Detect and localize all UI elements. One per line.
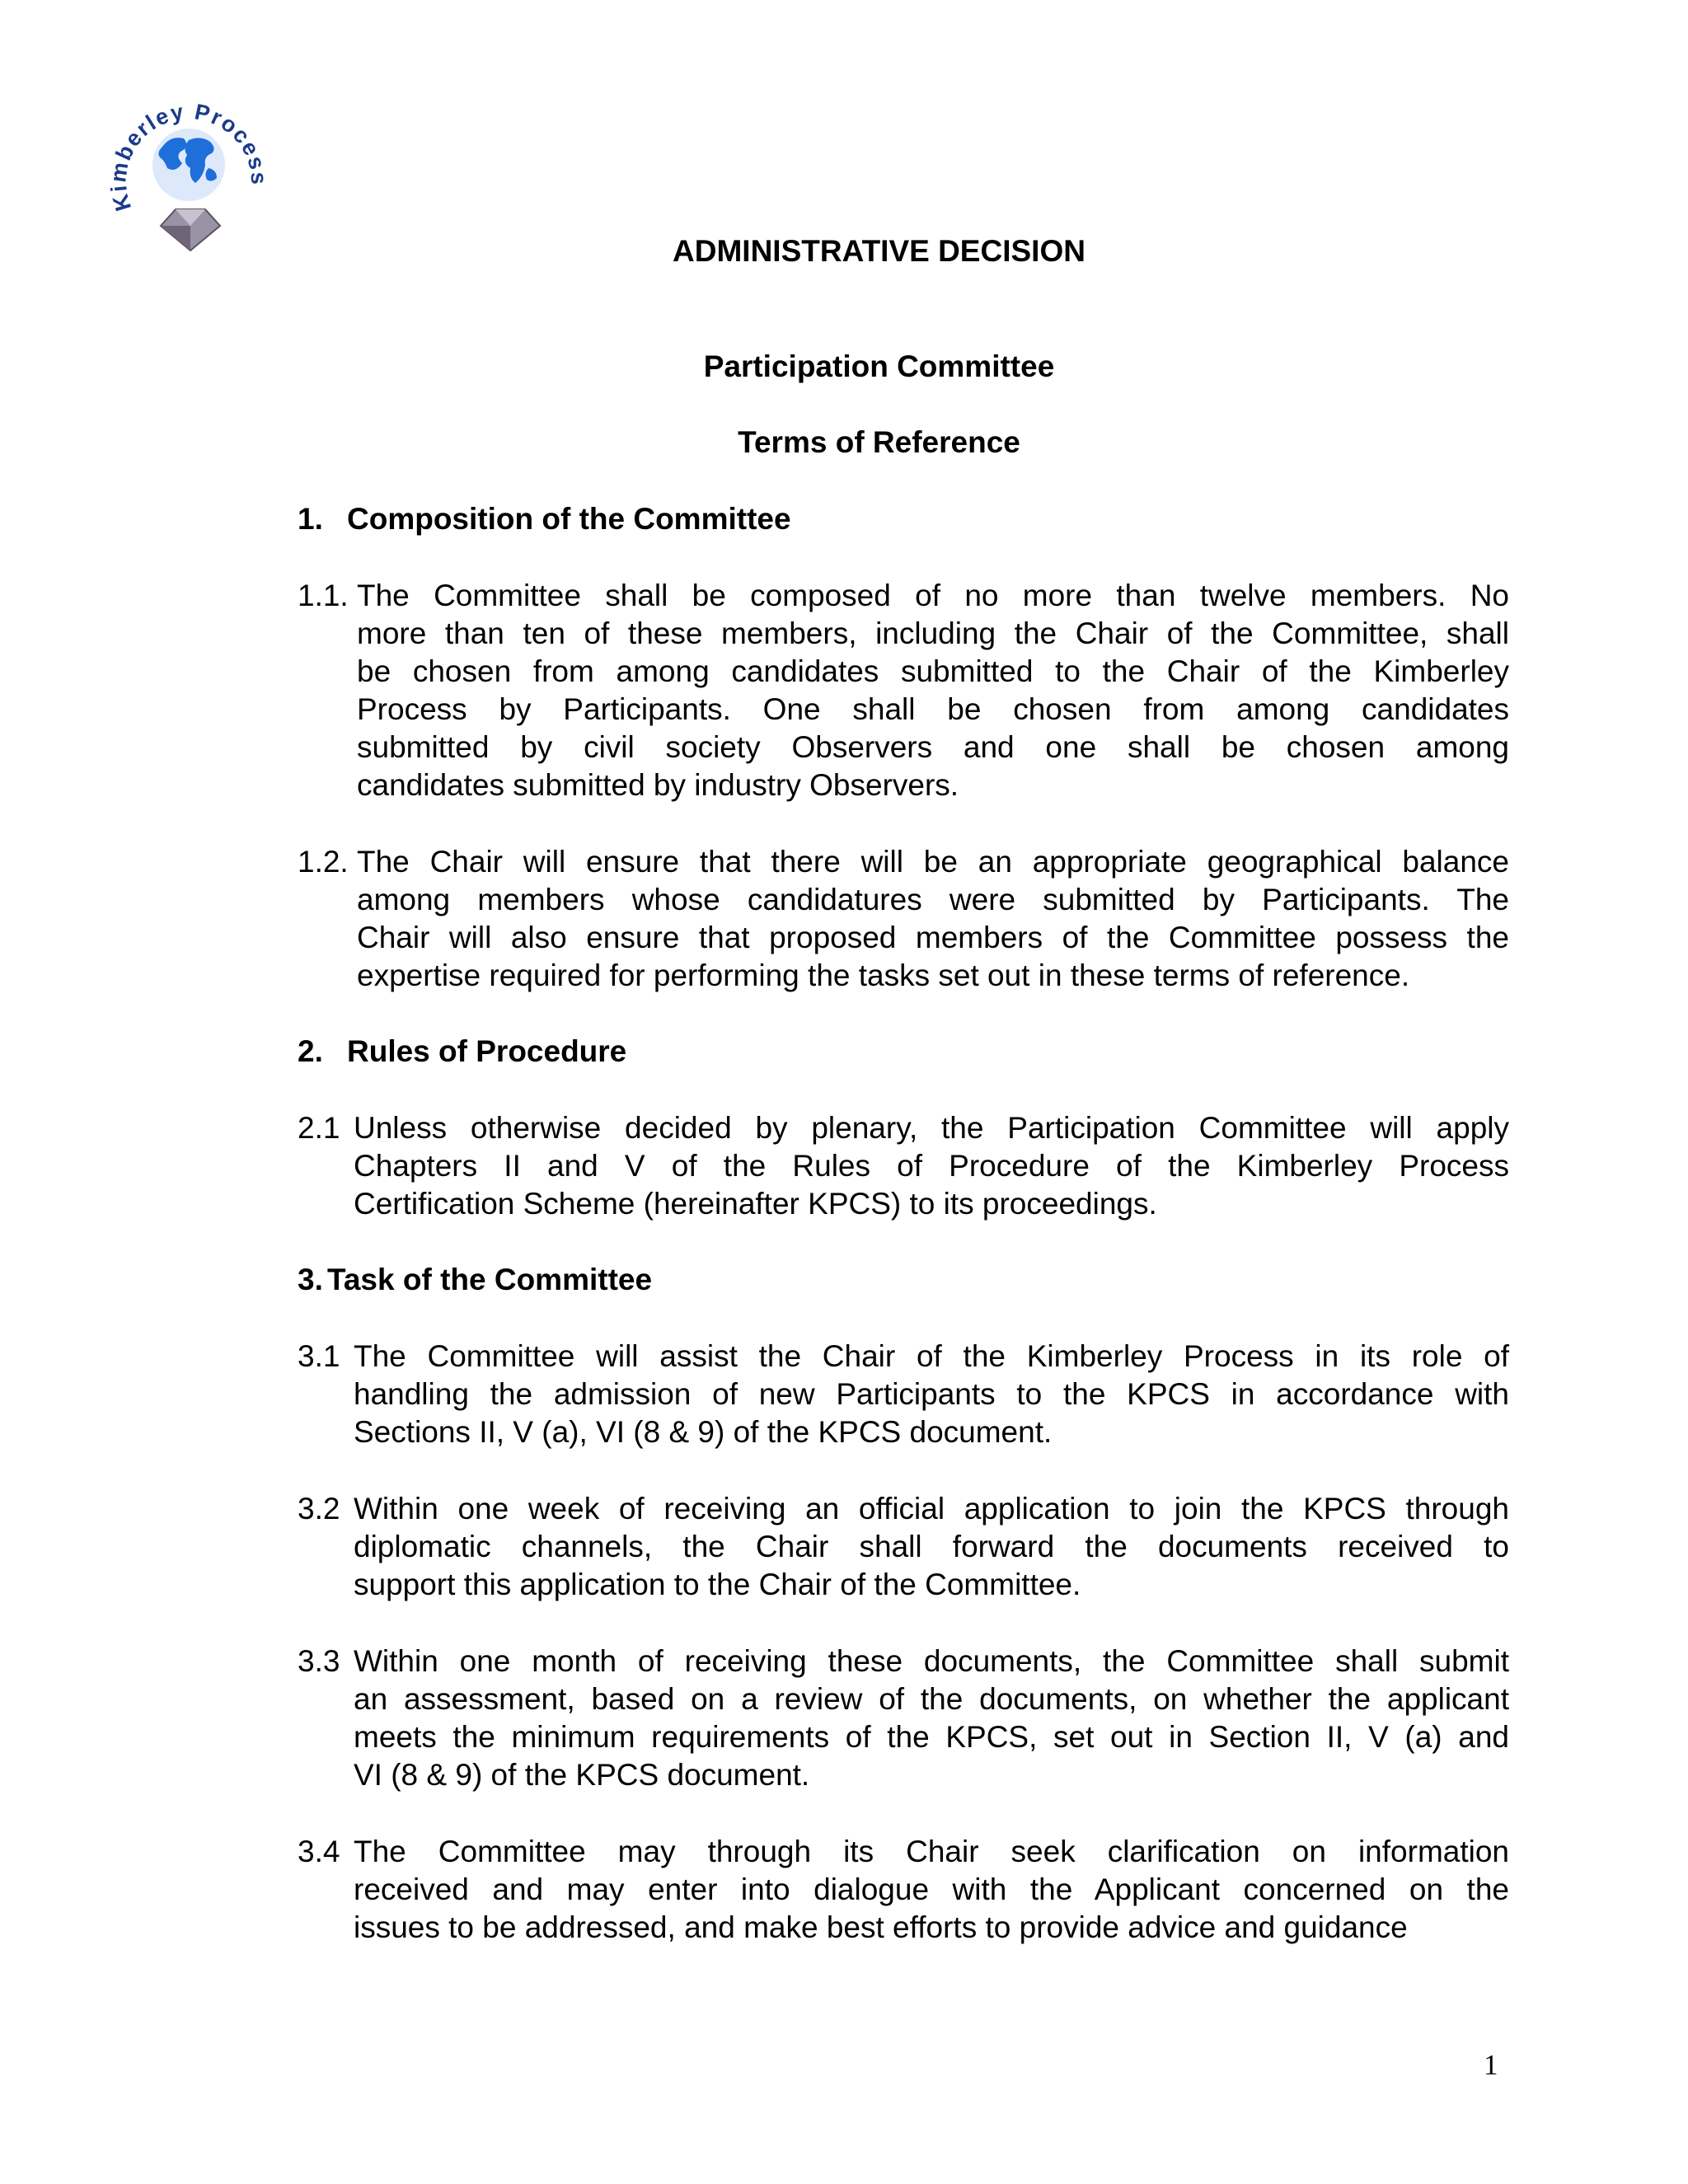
paragraph-line: received and may enter into dialogue with the Applicant concerned on the: [354, 1872, 1509, 1906]
paragraph-body: [357, 843, 1509, 995]
paragraph-number: 3.3: [298, 1644, 340, 1678]
section-number: 3.: [298, 1263, 323, 1296]
section-heading-3: [298, 1261, 652, 1299]
paragraph-line: more than ten of these members, including the Chair of the Committee, shall: [357, 616, 1509, 650]
paragraph-line: among members whose candidatures were submitted by Participants. The: [357, 883, 1509, 916]
paragraph-line: The Committee shall be composed of no more than twelve members. No: [357, 579, 1509, 612]
section-title: Composition of the Committee: [347, 502, 791, 536]
paragraph-line: expertise required for performing the tasks set out in these terms of reference.: [357, 958, 1410, 992]
paragraph-line: Process by Participants. One shall be chosen from among candidates: [357, 692, 1509, 726]
paragraph-body: [354, 1109, 1509, 1223]
paragraph-line: be chosen from among candidates submitted to the Chair of the Kimberley: [357, 654, 1509, 688]
document-subtitle-terms: Terms of Reference: [738, 425, 1020, 459]
paragraph-body: [354, 1338, 1509, 1451]
paragraph-line: diplomatic channels, the Chair shall forward the documents received to: [354, 1530, 1509, 1563]
paragraph-line: The Committee may through its Chair seek clarification on information: [354, 1835, 1509, 1868]
document-title: ADMINISTRATIVE DECISION: [673, 234, 1085, 268]
paragraph-line: Chapters II and V of the Rules of Procedure of the Kimberley Process: [354, 1149, 1509, 1183]
paragraph-number: 2.1: [298, 1111, 340, 1145]
paragraph-line: The Chair will ensure that there will be an appropriate geographical balance: [357, 845, 1509, 879]
section-heading-2: [298, 1033, 626, 1071]
paragraph-number: 1.1.: [298, 579, 349, 612]
section-number: 1.: [298, 502, 323, 536]
paragraph-line: submitted by civil society Observers and one shall be chosen among: [357, 730, 1509, 764]
section-number: 2.: [298, 1034, 323, 1068]
paragraph-line: support this application to the Chair of the Committee.: [354, 1568, 1081, 1601]
page-number: 1: [1484, 2049, 1498, 2081]
paragraph-line: issues to be addressed, and make best efforts to provide advice and guidance: [354, 1910, 1408, 1944]
paragraph-line: an assessment, based on a review of the documents, on whether the applicant: [354, 1682, 1509, 1716]
paragraph-body: [357, 577, 1509, 804]
paragraph-line: VI (8 & 9) of the KPCS document.: [354, 1758, 810, 1792]
paragraph-body: [354, 1490, 1509, 1604]
paragraph-number: 3.2: [298, 1492, 340, 1526]
paragraph-line: Within one week of receiving an official application to join the KPCS through: [354, 1492, 1509, 1526]
paragraph-body: [354, 1833, 1509, 1947]
paragraph-number: 3.1: [298, 1339, 340, 1373]
section-title: Rules of Procedure: [347, 1034, 627, 1068]
paragraph-number: 1.2.: [298, 845, 349, 879]
paragraph-line: candidates submitted by industry Observers.: [357, 768, 959, 802]
paragraph-line: The Committee will assist the Chair of the Kimberley Process in its role of: [354, 1339, 1509, 1373]
paragraph-body: [354, 1643, 1509, 1794]
paragraph-line: Sections II, V (a), VI (8 & 9) of the KPCS document.: [354, 1415, 1053, 1449]
document-subtitle: Participation Committee: [703, 349, 1055, 383]
section-title: Task of the Committee: [327, 1263, 653, 1296]
paragraph-line: Unless otherwise decided by plenary, the Participation Committee will apply: [354, 1111, 1509, 1145]
paragraph-line: Certification Scheme (hereinafter KPCS) to its proceedings.: [354, 1187, 1157, 1221]
paragraph-line: meets the minimum requirements of the KPCS, set out in Section II, V (a) and: [354, 1720, 1509, 1754]
paragraph-line: Within one month of receiving these documents, the Committee shall submit: [354, 1644, 1509, 1678]
logo-ring-text: Kimberley Process: [106, 99, 272, 214]
paragraph-number: 3.4: [298, 1835, 340, 1868]
section-heading-1: [298, 500, 791, 538]
paragraph-line: Chair will also ensure that proposed members of the Committee possess the: [357, 921, 1509, 954]
paragraph-line: handling the admission of new Participants to the KPCS in accordance with: [354, 1377, 1509, 1411]
